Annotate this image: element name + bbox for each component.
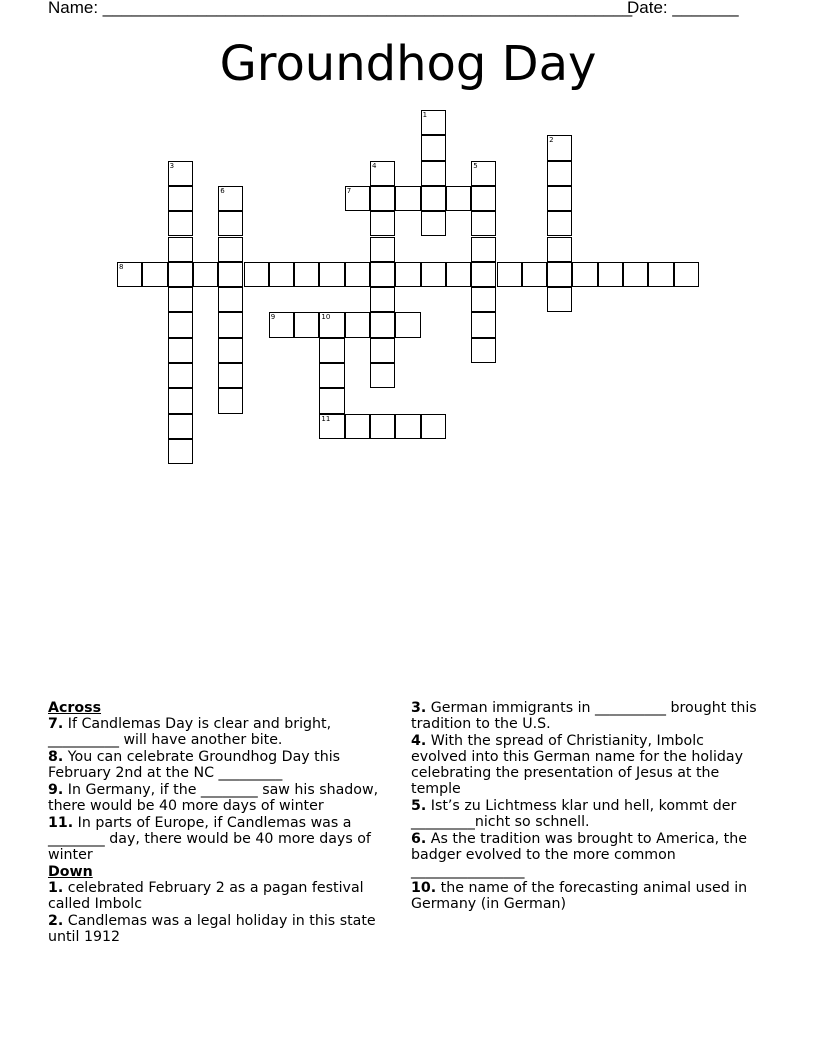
grid-cell[interactable] [218,363,243,388]
clue-down-3 [411,700,761,732]
grid-cell[interactable] [471,161,496,186]
grid-cell[interactable] [370,161,395,186]
grid-cell[interactable] [547,161,572,186]
clue-across-9 [48,782,398,814]
grid-cell[interactable] [395,262,420,287]
grid-cell[interactable] [168,363,193,388]
clue-number: 1. [48,880,64,896]
clue-down-4 [411,733,761,797]
grid-cell[interactable] [471,211,496,236]
grid-cell[interactable] [218,388,243,413]
grid-cell[interactable] [168,338,193,363]
clue-text: Ist’s zu Lichtmess klar und hell, kommt der _________nicht so schnell. [411,798,737,830]
clue-text: With the spread of Christianity, Imbolc evolved into this German name for the holiday celebrating the presentation of Jesus at the temple [411,733,743,797]
grid-cell[interactable] [547,237,572,262]
grid-cell[interactable] [421,262,446,287]
grid-cell[interactable] [547,287,572,312]
grid-cell[interactable] [623,262,648,287]
grid-cell[interactable] [674,262,699,287]
cell-number: 10 [321,313,331,322]
grid-cell[interactable] [345,186,370,211]
grid-cell[interactable] [168,161,193,186]
across-heading: Across [48,700,102,716]
grid-cell[interactable] [218,287,243,312]
grid-cell[interactable] [547,135,572,160]
clue-text: In Germany, if the ________ saw his shadow, there would be 40 more days of winter [48,782,379,814]
clue-across-8 [48,749,398,781]
grid-cell[interactable] [218,237,243,262]
grid-cell[interactable] [345,262,370,287]
cell-number: 8 [119,262,124,271]
clue-text: You can celebrate Groundhog Day this February 2nd at the NC _________ [48,749,341,781]
clue-number: 8. [48,749,64,765]
puzzle-title: Groundhog Day [219,36,597,92]
grid-cell[interactable] [294,262,319,287]
grid-cell[interactable] [117,262,142,287]
cell-number: 4 [372,161,377,170]
clue-number: 4. [411,733,427,749]
grid-cell[interactable] [370,262,395,287]
grid-cell[interactable] [370,312,395,337]
cell-number: 5 [473,161,478,170]
grid-cell[interactable] [370,363,395,388]
clue-text: If Candlemas Day is clear and bright, __________ will have another bite. [48,716,332,748]
grid-cell[interactable] [269,312,294,337]
grid-cell[interactable] [572,262,597,287]
cell-number: 7 [346,186,352,195]
clue-text: celebrated February 2 as a pagan festival called Imbolc [48,880,364,912]
clue-text: As the tradition was brought to America, the badger evolved to the more common ________________ [411,831,747,879]
grid-cell[interactable] [218,186,243,211]
grid-cell[interactable] [319,388,344,413]
grid-cell[interactable] [598,262,623,287]
grid-cell[interactable] [395,186,420,211]
grid-cell[interactable] [370,186,395,211]
clue-number: 3. [411,700,427,716]
clue-down-1 [48,880,398,912]
cell-number: 1 [422,111,428,119]
grid-cell[interactable] [319,262,344,287]
grid-cell[interactable] [319,363,344,388]
clue-number: 2. [48,913,64,929]
grid-cell[interactable] [142,262,167,287]
grid-cell[interactable] [345,312,370,337]
grid-cell[interactable] [370,237,395,262]
grid-cell[interactable] [421,135,446,160]
clue-across-7 [48,716,398,748]
grid-cell[interactable] [471,237,496,262]
grid-cell[interactable] [319,414,344,439]
clue-number: 11. [48,815,74,831]
grid-cell[interactable] [370,287,395,312]
clues-left-column [48,700,398,946]
grid-cell[interactable] [370,414,395,439]
grid-cell[interactable] [168,439,193,464]
clue-across-11 [48,815,398,863]
grid-cell[interactable] [294,312,319,337]
grid-cell[interactable] [648,262,673,287]
clue-text: the name of the forecasting animal used in Germany (in German) [411,880,748,912]
grid-cell[interactable] [446,186,471,211]
grid-cell[interactable] [218,312,243,337]
grid-cell[interactable] [446,262,471,287]
grid-cell[interactable] [319,338,344,363]
grid-cell[interactable] [168,237,193,262]
grid-cell[interactable] [218,211,243,236]
clue-text: In parts of Europe, if Candlemas was a ________ day, there would be 40 more days of winter [48,815,371,863]
date-field-line: Date: _______ [627,0,739,17]
grid-cell[interactable] [218,338,243,363]
grid-cell[interactable] [421,414,446,439]
clues-right-column [411,700,761,913]
grid-cell[interactable] [168,262,193,287]
crossword-grid [0,0,816,480]
grid-cell[interactable] [168,186,193,211]
grid-cell[interactable] [168,211,193,236]
grid-cell[interactable] [168,414,193,439]
clue-text: German immigrants in __________ brought this tradition to the U.S. [411,700,757,732]
grid-cell[interactable] [421,161,446,186]
name-field-line: Name: ________________________________________________________ [48,0,633,17]
clue-number: 5. [411,798,427,814]
grid-cell[interactable] [471,338,496,363]
grid-cell[interactable] [319,312,344,337]
grid-cell[interactable] [547,211,572,236]
grid-cell[interactable] [395,312,420,337]
grid-cell[interactable] [168,287,193,312]
grid-cell[interactable] [471,312,496,337]
clue-number: 9. [48,782,64,798]
clue-down-2 [48,913,398,945]
grid-cell[interactable] [370,338,395,363]
grid-cell[interactable] [193,262,218,287]
grid-cell[interactable] [218,262,243,287]
grid-cell[interactable] [421,186,446,211]
grid-cell[interactable] [395,414,420,439]
cell-number: 9 [270,313,276,322]
grid-cell[interactable] [421,211,446,236]
grid-cell[interactable] [269,262,294,287]
grid-cell[interactable] [471,287,496,312]
grid-cell[interactable] [497,262,522,287]
grid-cell[interactable] [522,262,547,287]
clue-number: 10. [411,880,437,896]
clue-down-5 [411,798,761,830]
grid-cell[interactable] [471,262,496,287]
clue-down-6 [411,831,761,879]
grid-cell[interactable] [370,211,395,236]
cell-number: 3 [169,161,175,170]
clue-down-10 [411,880,761,912]
clue-text: Candlemas was a legal holiday in this state until 1912 [48,913,376,945]
grid-cell[interactable] [547,186,572,211]
cell-number: 2 [549,136,554,145]
grid-cell[interactable] [168,312,193,337]
down-heading: Down [48,864,93,880]
clue-number: 6. [411,831,427,847]
grid-cell[interactable] [421,110,446,135]
cell-number: 11 [321,414,331,423]
cell-number: 6 [220,186,225,195]
grid-cell[interactable] [345,414,370,439]
grid-cell[interactable] [244,262,269,287]
clue-number: 7. [48,716,64,732]
grid-cell[interactable] [471,186,496,211]
grid-cell[interactable] [547,262,572,287]
grid-cell[interactable] [168,388,193,413]
